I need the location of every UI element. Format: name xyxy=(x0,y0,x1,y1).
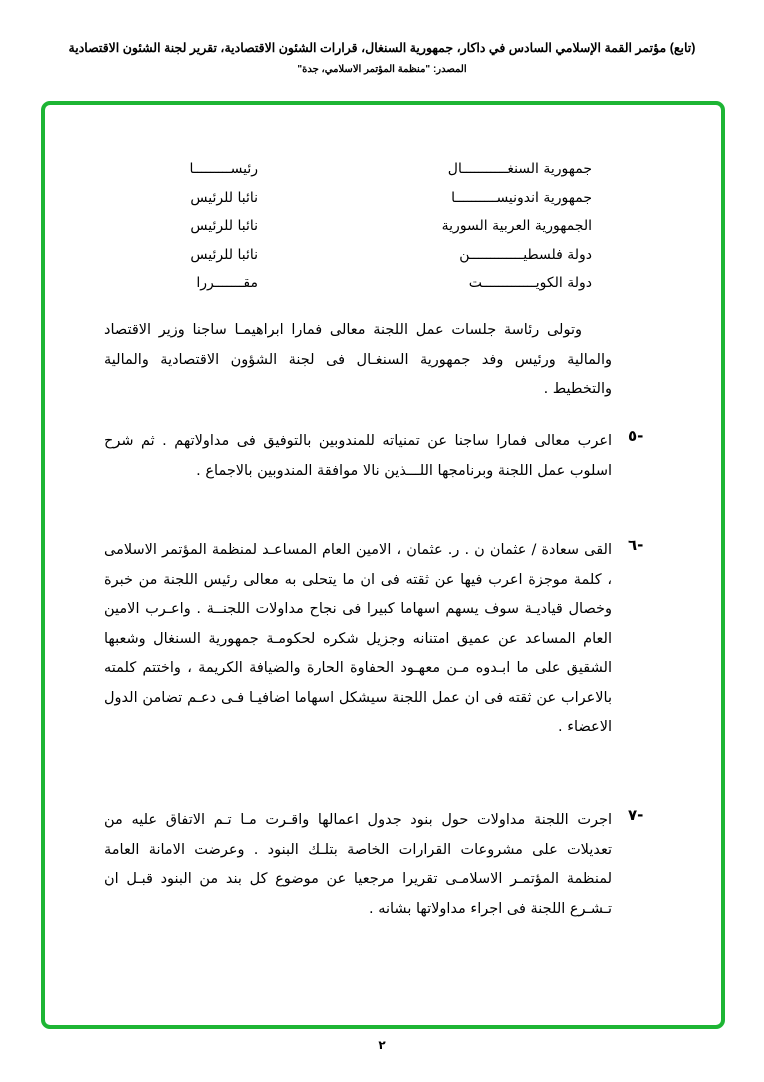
member-row xyxy=(118,241,592,270)
item-paragraph: اعرب معالى فمارا ساجنا عن تمنياته للمندوبين بالتوفيق فى مداولاتهم . ثم شرح اسلوب عمل اللجنة وبرنامجها اللـــذين نالا موافقة المندوبين بالاجماع . xyxy=(104,433,612,479)
member-role: نائبا للرئيس xyxy=(190,218,258,235)
item-number: -٦ xyxy=(628,536,644,554)
document-source: المصدر: "منظمة المؤتمر الاسلامي، جدة" xyxy=(297,64,467,75)
item-number: -٧ xyxy=(628,806,644,824)
member-row xyxy=(118,212,592,241)
member-country: جمهورية السنغـــــــــــال xyxy=(447,161,592,178)
item-paragraph: اجرت اللجنة مداولات حول بنود جدول اعمالها واقـرت مـا تـم الاتفاق عليه من تعديلات على مشروعات القرارات الخاصة بتلـك البنود . وعرضت الامانة العامة لمنظمة المؤتمـر الاسلامـى تقريرا مرجعيا عن موضوع كل بند من البنود قبـل ان تـشـرع اللجنة فى اجراء مداولاتها بشانه . xyxy=(104,812,612,917)
member-country: دولة الكويـــــــــــــت xyxy=(468,275,592,292)
member-country: جمهورية اندونيســــــــــا xyxy=(451,189,592,206)
member-row xyxy=(118,269,592,298)
member-role: رئيســـــــــا xyxy=(189,161,258,178)
document-header-title: (تابع) مؤتمر القمة الإسلامي السادس في داكار، جمهورية السنغال، قرارات الشئون الاقتصادية، تقرير لجنة الشئون الاقتصادية xyxy=(68,41,696,55)
item-paragraph: القى سعادة / عثمان ن . ر. عثمان ، الامين العام المساعـد لمنظمة المؤتمر الاسلامى ، كلمة موجزة اعرب فيها عن ثقته فى ان ما يتحلى به معالى رئيس اللجنة من خبرة وخصال قياديـة سوف يسهم اسهاما كبيرا فى نجاح مداولات اللجنــة . واعـرب الامين العام المساعد عن عميق امتنانه وجزيل شكره لحكومـة جمهورية السنغال وشعبها الشقيق على ما ابـدوه مـن معهـود الحفاوة الحارة والضيافة الكريمة ، واختتم كلمته بالاعراب عن ثقته فى ان عمل اللجنة سيشكل اسهاما اضافيـا فـى دعـم تضامن الدول الاعضاء . xyxy=(104,542,612,735)
member-row xyxy=(118,155,592,184)
member-country: الجمهورية العربية السورية xyxy=(441,218,592,235)
member-row xyxy=(118,184,592,213)
intro-paragraph: وتولى رئاسة جلسات عمل اللجنة معالى فمارا ابراهيمـا ساجنا وزير الاقتصاد والمالية ورئيس وفد جمهورية السنغـال فى لجنة الشؤون الاقتصادية والمالية والتخطيط . xyxy=(104,322,612,397)
item-number: -٥ xyxy=(628,427,644,445)
member-role: نائبا للرئيس xyxy=(190,246,258,263)
member-country: دولة فلسطيـــــــــــــن xyxy=(459,246,592,263)
committee-members-list xyxy=(118,155,592,298)
page-number: ٢ xyxy=(378,1038,386,1052)
member-role: مقـــــــررا xyxy=(196,275,258,292)
member-role: نائبا للرئيس xyxy=(190,189,258,206)
